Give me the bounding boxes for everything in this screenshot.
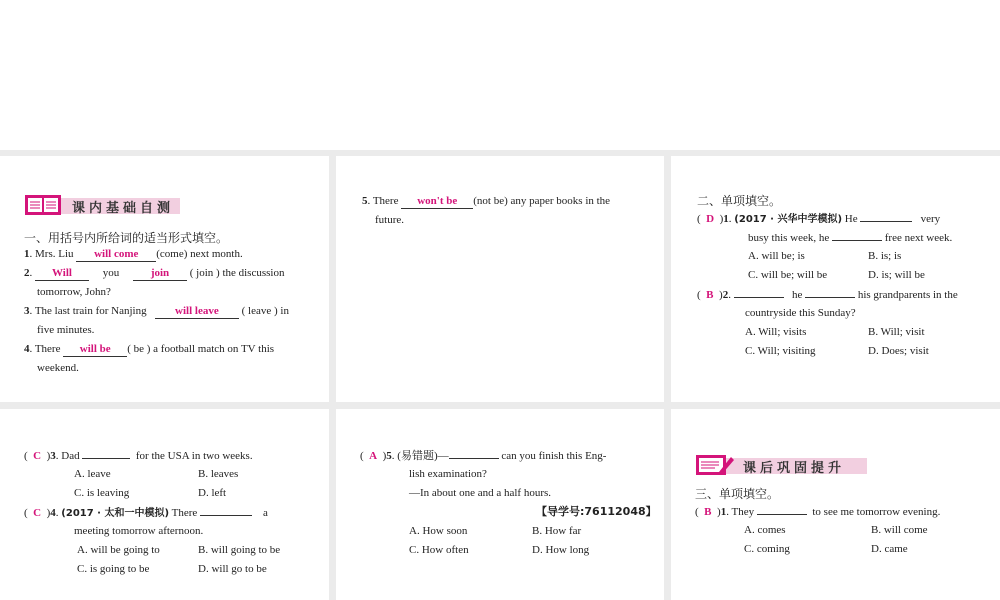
option-d: D. came (871, 543, 908, 555)
mc-question-1-cont: busy this week, he free next week. (748, 232, 953, 244)
section-heading: 一、用括号内所给词的适当形式填空。 (24, 231, 229, 245)
mc-question-1: ( D )1. (2017 · 兴华中学模拟) He very (697, 213, 941, 225)
blank (734, 287, 784, 298)
mc-question-3: ( C )3. Dad for the USA in two weeks. (24, 450, 253, 462)
question-4-cont: weekend. (37, 362, 79, 374)
blank (757, 504, 807, 515)
mc-question-4-cont: meeting tomorrow afternoon. (74, 525, 204, 537)
section-heading: 二、单项填空。 (697, 194, 782, 208)
section-heading: 三、单项填空。 (695, 487, 780, 501)
option-d: D. is; will be (868, 269, 925, 281)
question-3: 3. The last train for Nanjing will leave ( leave ) in (24, 305, 289, 317)
option-c: C. is going to be (77, 563, 150, 575)
blank (449, 448, 499, 459)
question-2-cont: tomorrow, John? (37, 286, 111, 298)
notebook-pencil-icon (695, 454, 735, 476)
answer: will come (76, 248, 156, 262)
option-d: D. How long (532, 544, 590, 556)
option-c: C. coming (744, 543, 790, 555)
option-a: A. comes (744, 524, 786, 536)
blank (860, 211, 912, 222)
panel-4 (0, 409, 329, 600)
option-a: A. Will; visits (745, 326, 807, 338)
blank (200, 505, 252, 516)
question-5-cont: future. (375, 214, 405, 226)
answer: A (369, 450, 378, 462)
section-banner (695, 454, 875, 476)
answer: Will (35, 267, 89, 281)
mc-question-1: ( B )1. They to see me tomorrow evening. (695, 506, 941, 518)
answer: will be (63, 343, 127, 357)
blank (82, 448, 130, 459)
middle-separator (0, 402, 1000, 409)
mc-question-5-cont: lish examination? (409, 468, 487, 480)
answer: B (704, 506, 712, 518)
answer: B (706, 289, 714, 301)
banner-title: 课内基础自测 (72, 201, 175, 216)
option-b: B. will going to be (198, 544, 281, 556)
question-4: 4. There will be ( be ) a football match on TV this (24, 343, 275, 355)
mc-question-4: ( C )4. (2017 · 太和一中模拟) There a (24, 507, 268, 519)
option-d: D. will go to be (198, 563, 267, 575)
question-3-cont: five minutes. (37, 324, 95, 336)
mc-question-5-reply: —In about one and a half hours. (409, 487, 552, 499)
answer: C (33, 450, 42, 462)
panel-3 (671, 156, 1000, 402)
option-c: C. will be; will be (748, 269, 828, 281)
option-b: B. will come (871, 524, 928, 536)
option-b: B. is; is (868, 250, 902, 262)
question-5: 5. There won't be (not be) any paper books in the (362, 195, 611, 207)
option-a: A. leave (74, 468, 111, 480)
option-a: A. will be going to (77, 544, 160, 556)
blank (832, 230, 882, 241)
book-icon (24, 194, 64, 216)
option-c: C. How often (409, 544, 469, 556)
blank (805, 287, 855, 298)
answer: C (33, 507, 42, 519)
mc-question-5: ( A )5. (易错题)— can you finish this Eng- (360, 450, 607, 462)
mc-question-2: ( B )2. he his grandparents in the (697, 289, 958, 301)
panel-5 (336, 409, 664, 600)
option-a: A. will be; is (748, 250, 805, 262)
option-d: D. left (198, 487, 227, 499)
mc-question-2-cont: countryside this Sunday? (745, 307, 856, 319)
answer: will leave (155, 305, 239, 319)
panel-1 (0, 156, 329, 402)
section-banner (24, 194, 204, 216)
question-1: 1. Mrs. Liu will come (come) next month. (24, 248, 243, 260)
option-b: B. How far (532, 525, 582, 537)
option-a: A. How soon (409, 525, 468, 537)
option-c: C. Will; visiting (745, 345, 816, 357)
answer: D (706, 213, 715, 225)
banner-title: 课后巩固提升 (743, 461, 846, 476)
answer: join (133, 267, 187, 281)
panel-6 (671, 409, 1000, 600)
option-d: D. Does; visit (868, 345, 929, 357)
reference-number: 【导学号:76112048】 (536, 505, 657, 518)
option-b: B. leaves (198, 468, 239, 480)
column-separator-2 (664, 150, 671, 600)
question-2: 2. Will you join ( join ) the discussion (24, 267, 285, 279)
panel-2 (336, 156, 664, 402)
option-c: C. is leaving (74, 487, 130, 499)
column-separator-1 (329, 150, 336, 600)
option-b: B. Will; visit (868, 326, 925, 338)
answer: won't be (401, 195, 473, 209)
